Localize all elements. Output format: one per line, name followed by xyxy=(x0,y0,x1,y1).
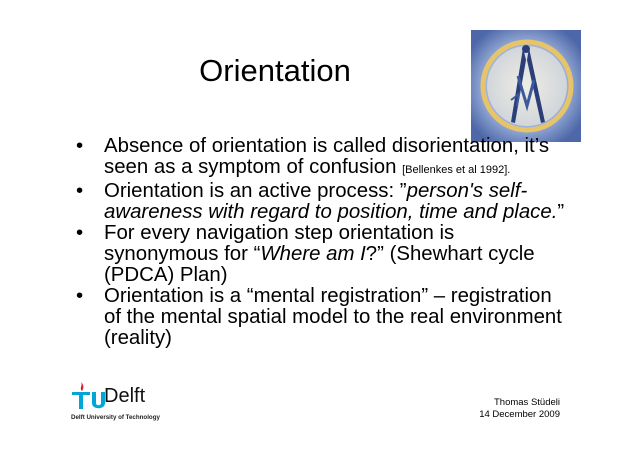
citation: [Bellenkes et al 1992]. xyxy=(402,164,511,176)
bullet-item xyxy=(74,181,574,223)
slide-title: Orientation xyxy=(199,53,351,88)
bullet-list xyxy=(74,136,574,349)
logo-wordmark: Delft xyxy=(104,385,146,407)
bullet-text: For every navigation step orientation is synonymous for “ xyxy=(104,222,455,265)
bullet-marker: • xyxy=(76,135,84,157)
logo-subtitle: Delft University of Technology xyxy=(71,414,160,421)
bullet-marker: • xyxy=(76,180,84,202)
compass-emblem-icon xyxy=(471,30,581,142)
footer-author: Thomas Stüdeli xyxy=(493,397,560,408)
bullet-marker: • xyxy=(76,222,84,244)
bullet-item xyxy=(74,136,574,181)
bullet-text: ?” (Shewhart cycle (PDCA) Plan) xyxy=(104,243,535,286)
bullet-item xyxy=(74,286,574,349)
bullet-text: Orientation is an active process: ” xyxy=(104,180,407,202)
footer-date: 14 December 2009 xyxy=(479,409,560,420)
bullet-emphasis: person's self-awareness with regard to position, time and place. xyxy=(104,180,558,223)
bullet-marker: • xyxy=(76,285,84,307)
bullet-text: Absence of orientation is called disorientation, it’s seen as a symptom of confusion xyxy=(104,135,550,178)
bullet-text: Orientation is a “mental registration” – registration of the mental spatial model to the real environment (reality) xyxy=(104,285,562,349)
bullet-emphasis: Where am I xyxy=(260,243,366,265)
tu-delft-logo xyxy=(70,380,170,425)
bullet-item xyxy=(74,223,574,286)
slide-footer xyxy=(380,397,560,421)
bullet-text: ” xyxy=(557,201,565,223)
